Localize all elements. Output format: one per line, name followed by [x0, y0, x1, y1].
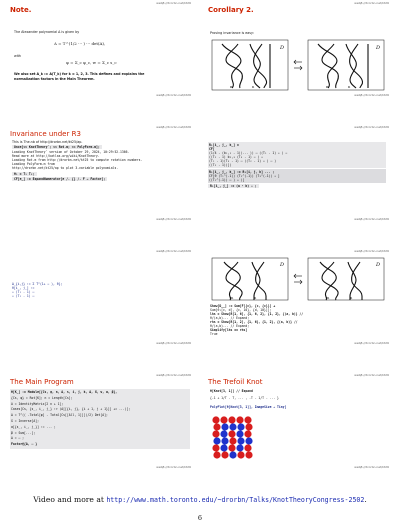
slide-footer: webβ://drorbn.net/kt26 [354, 217, 389, 221]
polyplot-dot [213, 451, 220, 458]
notebook-input: CF[e_] := ExpandNumerator[e /. {} /. F → Factor]; [14, 177, 106, 181]
code-line: CF[ [209, 147, 215, 151]
code-line: Δ = T^(( -Total[φ] - Total[Cs[[All, 1]]])/2) Det[A]; [11, 413, 108, 418]
trefoil-polyplot [210, 414, 260, 462]
slide-invariance-r3 [4, 124, 194, 222]
note-line: We also set Δ_k := Δ(T_k) for k = 1, 2, 3. This defines and explains the [14, 72, 145, 76]
notebook-input [12, 282, 62, 298]
polyplot-dot [245, 451, 252, 458]
polyplot-dot [228, 430, 235, 437]
code-line: Cases[Cs, {s_, i_, j_} :> (A[[{i, j}, {i + 1, j + 1}]] += ...)]; [11, 407, 131, 412]
caption-text: Video and more at [33, 495, 107, 504]
reidemeister-diagram [210, 38, 386, 92]
code-line: θ/(a,b)... // Expand; [210, 324, 250, 328]
polyplot-dot [220, 430, 227, 437]
code-line: G = Inverse[A]; [11, 418, 39, 423]
code-line: Once[<< KnotTheory`; << Rot.m; << PolyForm.m]; [14, 145, 100, 149]
polyplot-dot [221, 451, 228, 458]
code-line: θ/(a,b)... // Expand; [210, 316, 250, 320]
polyplot-dot [221, 437, 228, 444]
notebook-input: θ₁ = T₁ T₂; [14, 172, 35, 176]
slide-header: webβ://drorbn.net/kt26 [354, 1, 389, 5]
code-line: β = Sum[...]; [11, 430, 36, 435]
code-output: True [210, 332, 218, 336]
diagram-label-m: m [326, 296, 330, 300]
diagram-label-n: n [254, 296, 257, 300]
caption-link[interactable]: http://www.math.toronto.edu/~drorbn/Talks/KnotTheoryCongress-2502 [106, 496, 365, 504]
code-line: Sum[θ₁[c, d], {c, 10}, {d, 10}]]; [210, 308, 272, 312]
diagram-label-n: n [252, 85, 255, 89]
notebook-input: R₁[i_, j_] := (a - b) ⋯ ; [210, 184, 257, 188]
slide-footer: webβ://drorbn.net/kt26 [156, 93, 191, 97]
polyplot-dot [228, 444, 235, 451]
code-line: Loading KnotTheory` version of October 29, 2024, 10:29:52.1366. [12, 150, 130, 154]
slide-title: The Main Program [10, 378, 74, 386]
slide-header: webβ://drorbn.net/kt26 [156, 249, 191, 253]
slide-delta-code [4, 248, 194, 346]
slide-footer: webβ://drorbn.net/kt26 [354, 93, 389, 97]
slide-header: webβ://drorbn.net/kt26 [156, 1, 191, 5]
code-line: Factor@{Δ, ⋯ } [11, 442, 38, 447]
polyplot-dot [220, 416, 227, 423]
page-number: 6 [197, 514, 203, 522]
slide-header: webβ://drorbn.net/kt26 [354, 373, 389, 377]
code-line: rhs = Show[R[1, 2], {1, 6}, {1, 2}, {(a, b)} // [210, 320, 298, 324]
code-line: Δ = ⋯ ; [11, 436, 25, 441]
notebook-input: θ[Knot[3, 1]] // Expand [210, 389, 253, 393]
code-line: (T₁ - 1)(T₃ - 1) ⋯ ((T₂ - 1) ⋯ ) ⋯ ) [209, 159, 277, 163]
code-line: A = IdentityMatrix[2 n + 1]; [11, 401, 64, 406]
polyplot-dot [213, 423, 220, 430]
diagram-label-m: m [230, 296, 234, 300]
polyplot-dot [221, 423, 228, 430]
polyplot-dot [245, 437, 252, 444]
slide-note [4, 0, 194, 98]
notebook-input [210, 304, 303, 336]
code-line: ⋯ (T₁ - 1) ⋯ [12, 290, 35, 294]
reidemeister-diagram [210, 256, 386, 302]
diagram-label-d: D [376, 45, 381, 51]
notebook-input [208, 169, 386, 183]
polyplot-dot [236, 416, 243, 423]
notebook-input [10, 389, 190, 449]
diagram-label-d: D [376, 262, 381, 268]
slide-footer: webβ://drorbn.net/kt26 [354, 341, 389, 345]
notebook-input: PolyPlot[θ[Knot[3, 1]], ImageSize → Tiny] [210, 405, 287, 409]
slide-trefoil [202, 372, 392, 470]
code-line: ((T₂ - 1))]) [209, 163, 232, 167]
polyplot-dot [212, 416, 219, 423]
polyplot-dot [245, 423, 252, 430]
polyplot-dot [244, 416, 251, 423]
code-line: ⋯ (T₁ - 1) ⋯ [12, 294, 35, 298]
polyplot-dot [212, 444, 219, 451]
notebook-input [208, 142, 386, 168]
slide-footer: webβ://drorbn.net/kt26 [354, 465, 389, 469]
polyplot-dot [228, 416, 235, 423]
with-label: with [14, 54, 21, 58]
code-line: α[{s_, i_, j_}] := ... ; [11, 424, 56, 429]
code-line: {Cs, φ} = Rot[K]; n = Length[Cs]; [11, 395, 73, 400]
corollary-line: Proving invariance is easy: [210, 31, 254, 35]
code-line: http://drorbn.net/kt25/ap to plot 3-variable polynomials. [12, 166, 119, 170]
slide-corollary [202, 0, 392, 98]
alexander-formula: Δ = T^(1/2 ⋯ ) ⋯ det(A), [54, 41, 106, 46]
notebook-output [12, 150, 142, 170]
polyplot-dot [244, 444, 251, 451]
code-line: Δ_{i,j} := Σ T^(1+ ⋯ ), θ}; [12, 282, 63, 286]
slide-header: webβ://drorbn.net/kt26 [156, 373, 191, 377]
diagram-label-n: n [350, 296, 353, 300]
slide-footer: webβ://drorbn.net/kt26 [156, 341, 191, 345]
diagram-label-d: D [280, 45, 285, 51]
slide-title: Note. [10, 6, 32, 14]
polyplot-dot [220, 444, 227, 451]
slide-header: webβ://drorbn.net/kt26 [354, 249, 389, 253]
code-line: Simplify[lhs == rhs] [210, 328, 248, 332]
slide-title: Invariance under R3 [10, 130, 81, 138]
page-caption [0, 495, 400, 504]
polyplot-dot [236, 430, 243, 437]
code-line: CF[θ (T₁^(-1)) (T₂^(-1)) (T₃^(-1)) ⋯ ] [209, 174, 280, 178]
polyplot-dot [237, 437, 244, 444]
slide-header: webβ://drorbn.net/kt26 [354, 125, 389, 129]
slide-r3-check [202, 248, 392, 346]
slide-main-program [4, 372, 194, 470]
polyplot-dot [237, 451, 244, 458]
code-line: ((T₁^(-1)) ⋯ ) ⋯ )] [209, 178, 245, 182]
code-line: θ[K_] := Module[{Cs, φ, n, A, s, i, j, k, Δ, G, ν, α, β}, [11, 390, 118, 394]
polyplot-dot [244, 430, 251, 437]
slide-title: Corollary 2. [208, 6, 254, 14]
code-line: Loading Rot.m from http://drorbn.net/kt25 to compute rotation numbers. [12, 158, 143, 162]
code-line: R₁[i_, j_, k_] = [209, 143, 239, 147]
code-line: R₁[i_, j_, k_] := R₁[i, j, k] ... ; [209, 170, 275, 174]
code-line: (1/4 - (b₁,₂ - 1)(... )) ⋯ ((T₁ - 1) ⋯ ) ⋯ [209, 151, 288, 155]
slide-footer: webβ://drorbn.net/kt26 [156, 465, 191, 469]
code-line: Loading PolyForm.m from [12, 162, 55, 166]
diagram-label-d: D [280, 262, 285, 268]
code-line: ((T₂ - 1) b₂,₃ (T₃ - 1) ⋯ ) ⋯ [209, 155, 264, 159]
notebook-input [12, 145, 102, 149]
diagram-label-n: n [348, 85, 351, 89]
diagram-label-m: m [326, 85, 330, 89]
polyplot-dot [212, 430, 219, 437]
slide-title: The Trefoil Knot [208, 378, 263, 386]
code-line: θ[i_, j_] := [12, 286, 35, 290]
note-line: The Alexander polynomial Δ is given by [14, 30, 80, 34]
code-line: lhs = Show[R[1, 6], {1, 6, 2}, {1, 2}, {(a, b)} // [210, 312, 304, 316]
slide-header: webβ://drorbn.net/kt26 [156, 125, 191, 129]
caption-end: . [364, 495, 367, 504]
note-line: normalization factors in the Main Theorem. [14, 77, 95, 81]
code-line: Read more at http://katlas.org/wiki/KnotTheory. [12, 154, 100, 158]
notebook-output: {-1 + 1/T - T, ... , -T - 1/T - ... } [210, 396, 279, 400]
polyplot-dot [229, 423, 236, 430]
polyplot-dot [229, 437, 236, 444]
code-line: Show[D__] := Sum[F[{c}, {c, {c}}] + [210, 304, 276, 308]
phi-w-formula: φ = Σ_c φ_c, w = Σ_c s_c [66, 60, 117, 65]
intro-line: This is The.nb of http://drorbn.net/kt25/ap. [12, 140, 83, 144]
diagram-label-m: m [230, 85, 234, 89]
slide-footer: webβ://drorbn.net/kt26 [156, 217, 191, 221]
polyplot-dot [229, 451, 236, 458]
slide-r1-code [202, 124, 392, 222]
polyplot-dot [236, 444, 243, 451]
polyplot-dot [213, 437, 220, 444]
polyplot-dot [237, 423, 244, 430]
